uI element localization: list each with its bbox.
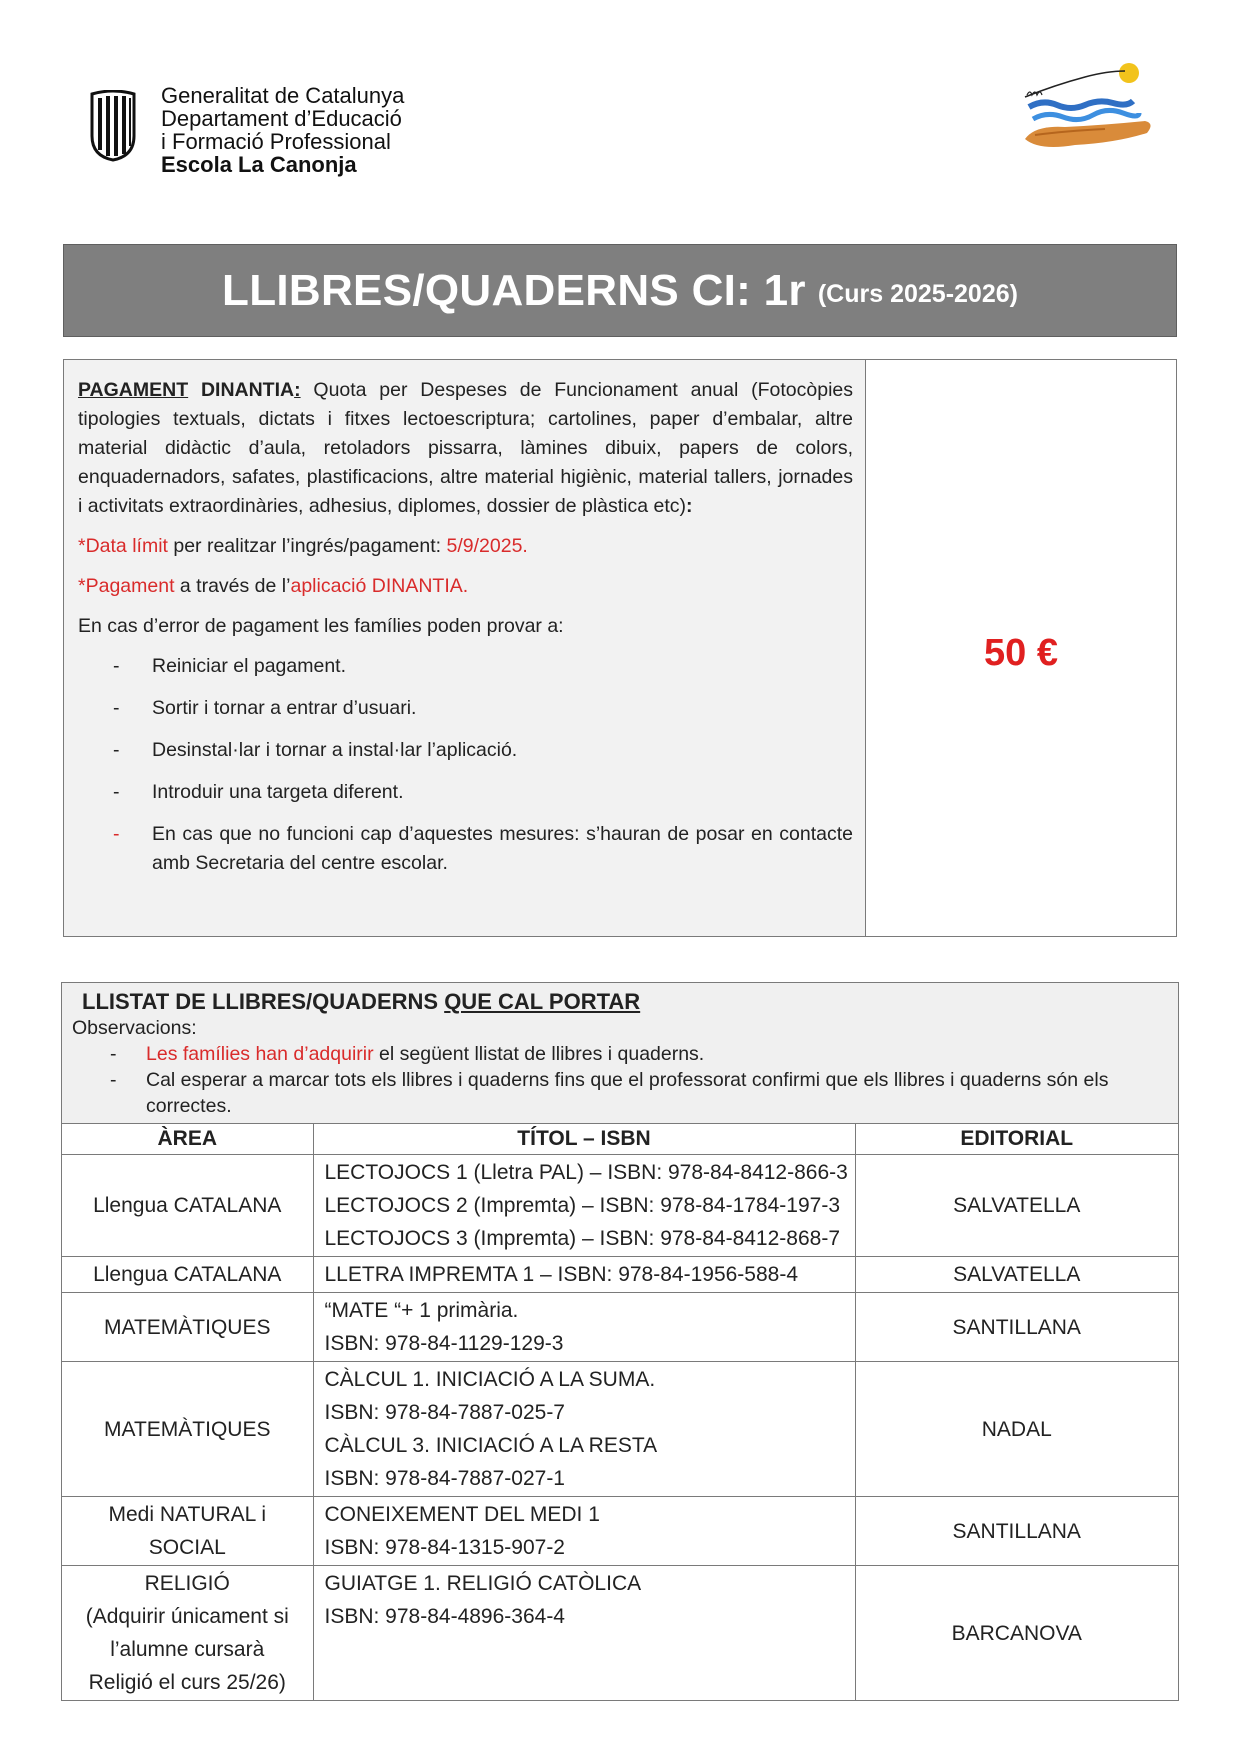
table-header-row: [62, 1124, 1178, 1155]
table-row: [62, 1497, 1178, 1566]
payment-method: *Pagament a través de l’aplicació DINANTIA.: [78, 575, 469, 597]
org-line-2: Departament d’Educació: [161, 106, 402, 131]
payment-heading-dinantia: DINANTIA:: [200, 379, 301, 401]
editorial-cell: SANTILLANA: [855, 1293, 1178, 1362]
table-row: [62, 1257, 1178, 1293]
deadline-date: 5/9/2025.: [446, 535, 528, 557]
org-line-3: i Formació Professional: [161, 129, 391, 154]
payment-app: aplicació DINANTIA.: [290, 575, 469, 597]
column-header-editorial: EDITORIAL: [855, 1124, 1178, 1155]
payment-description-text: Quota per Despeses de Funcionament anual (Fotocòpies tipologies textuals, dictats i fitxes lectoescriptura; cartolines, paper d’embalar, altre material didàctic d’aula, retoladors pissarra, làmines dibuix, papers de colors, enquadernadors, safates, plastificacions, altre material higiènic, material tallers, jornades i activitats extraordinàries, adhesius, diplomes, dossier de plàstica etc): [78, 379, 853, 517]
book-list-title: LLISTAT DE LLIBRES/QUADERNS QUE CAL PORTAR: [82, 989, 641, 1014]
book-table: [62, 1124, 1178, 1700]
title-cell: GUIATGE 1. RELIGIÓ CATÒLICA ISBN: 978-84-4896-364-4: [313, 1566, 855, 1701]
observation-2: - Cal esperar a marcar tots els llibres i quaderns fins que el professorat confirmi que els llibres i quaderns són els correctes.: [110, 1069, 1109, 1117]
school-logo-icon: [1015, 55, 1165, 155]
title-band: [63, 244, 1177, 337]
observation-1: - Les famílies han d’adquirir el següent llistat de llibres i quaderns.: [110, 1043, 705, 1065]
letterhead-text: [161, 84, 404, 176]
book-list: [61, 982, 1179, 1701]
payment-deadline: *Data límit per realitzar l’ingrés/pagament: 5/9/2025.: [78, 535, 528, 557]
editorial-cell: SALVATELLA: [855, 1257, 1178, 1293]
payment-error-steps: [78, 652, 853, 878]
area-cell: Llengua CATALANA: [62, 1257, 313, 1293]
payment-description: PAGAMENT DINANTIA: Quota per Despeses de Funcionament anual (Fotocòpies tipologies textuals, dictats i fitxes lectoescriptura; cartolines, paper d’embalar, altre material didàctic d’aula, retoladors pissarra, làmines dibuix, papers de colors, enquadernadors, safates, plastificacions, altre material higiènic, material tallers, jornades i activitats extraordinàries, adhesius, diplomes, dossier de plàstica etc):: [78, 379, 853, 517]
editorial-cell: BARCANOVA: [855, 1566, 1178, 1701]
table-row: [62, 1566, 1178, 1701]
area-cell: Medi NATURAL i SOCIAL: [62, 1497, 313, 1566]
list-item: - Desinstal·lar i tornar a instal·lar l’aplicació.: [113, 739, 518, 761]
payment-amount: 50 €: [984, 631, 1058, 674]
editorial-cell: SALVATELLA: [855, 1155, 1178, 1257]
editorial-cell: SANTILLANA: [855, 1497, 1178, 1566]
area-cell: MATEMÀTIQUES: [62, 1293, 313, 1362]
area-cell: Llengua CATALANA: [62, 1155, 313, 1257]
school-name: Escola La Canonja: [161, 152, 357, 177]
payment-amount-cell: [866, 360, 1176, 936]
list-item: - Introduir una targeta diferent.: [113, 781, 404, 803]
table-row: [62, 1293, 1178, 1362]
table-row: [62, 1362, 1178, 1497]
title-cell: “MATE “+ 1 primària. ISBN: 978-84-1129-129-3: [313, 1293, 855, 1362]
observations-label: Observacions:: [72, 1017, 197, 1039]
payment-box: [63, 359, 1177, 937]
title-cell: CÀLCUL 1. INICIACIÓ A LA SUMA. ISBN: 978-84-7887-025-7 CÀLCUL 3. INICIACIÓ A LA RESTA ISBN: 978-84-7887-027-1: [313, 1362, 855, 1497]
area-cell: MATEMÀTIQUES: [62, 1362, 313, 1497]
letterhead: [88, 83, 405, 177]
list-item: - Sortir i tornar a entrar d’usuari.: [113, 697, 417, 719]
editorial-cell: NADAL: [855, 1362, 1178, 1497]
page-title: LLIBRES/QUADERNS CI: 1r: [222, 265, 806, 315]
list-item: - Reiniciar el pagament.: [113, 655, 347, 677]
book-list-header: [62, 983, 1178, 1124]
table-row: [62, 1155, 1178, 1257]
list-item: - En cas que no funcioni cap d’aquestes mesures: s’hauran de posar en contacte amb Secretaria del centre escolar.: [113, 823, 853, 874]
org-line-1: Generalitat de Catalunya: [161, 83, 405, 108]
area-cell: RELIGIÓ (Adquirir únicament si l’alumne cursarà Religió el curs 25/26): [62, 1566, 313, 1701]
payment-details: [64, 360, 866, 936]
column-header-title: TÍTOL – ISBN: [313, 1124, 855, 1155]
school-year: (Curs 2025-2026): [817, 280, 1018, 308]
column-header-area: ÀREA: [62, 1124, 313, 1155]
generalitat-crest-icon: [88, 90, 138, 162]
title-cell: LECTOJOCS 1 (Lletra PAL) – ISBN: 978-84-8412-866-3 LECTOJOCS 2 (Impremta) – ISBN: 978-84-1784-197-3 LECTOJOCS 3 (Impremta) – ISBN: 978-84-8412-868-7: [313, 1155, 855, 1257]
title-cell: CONEIXEMENT DEL MEDI 1 ISBN: 978-84-1315-907-2: [313, 1497, 855, 1566]
title-cell: LLETRA IMPREMTA 1 – ISBN: 978-84-1956-588-4: [313, 1257, 855, 1293]
payment-error-intro: En cas d’error de pagament les famílies poden provar a:: [78, 615, 564, 637]
payment-heading: PAGAMENT: [78, 379, 189, 401]
